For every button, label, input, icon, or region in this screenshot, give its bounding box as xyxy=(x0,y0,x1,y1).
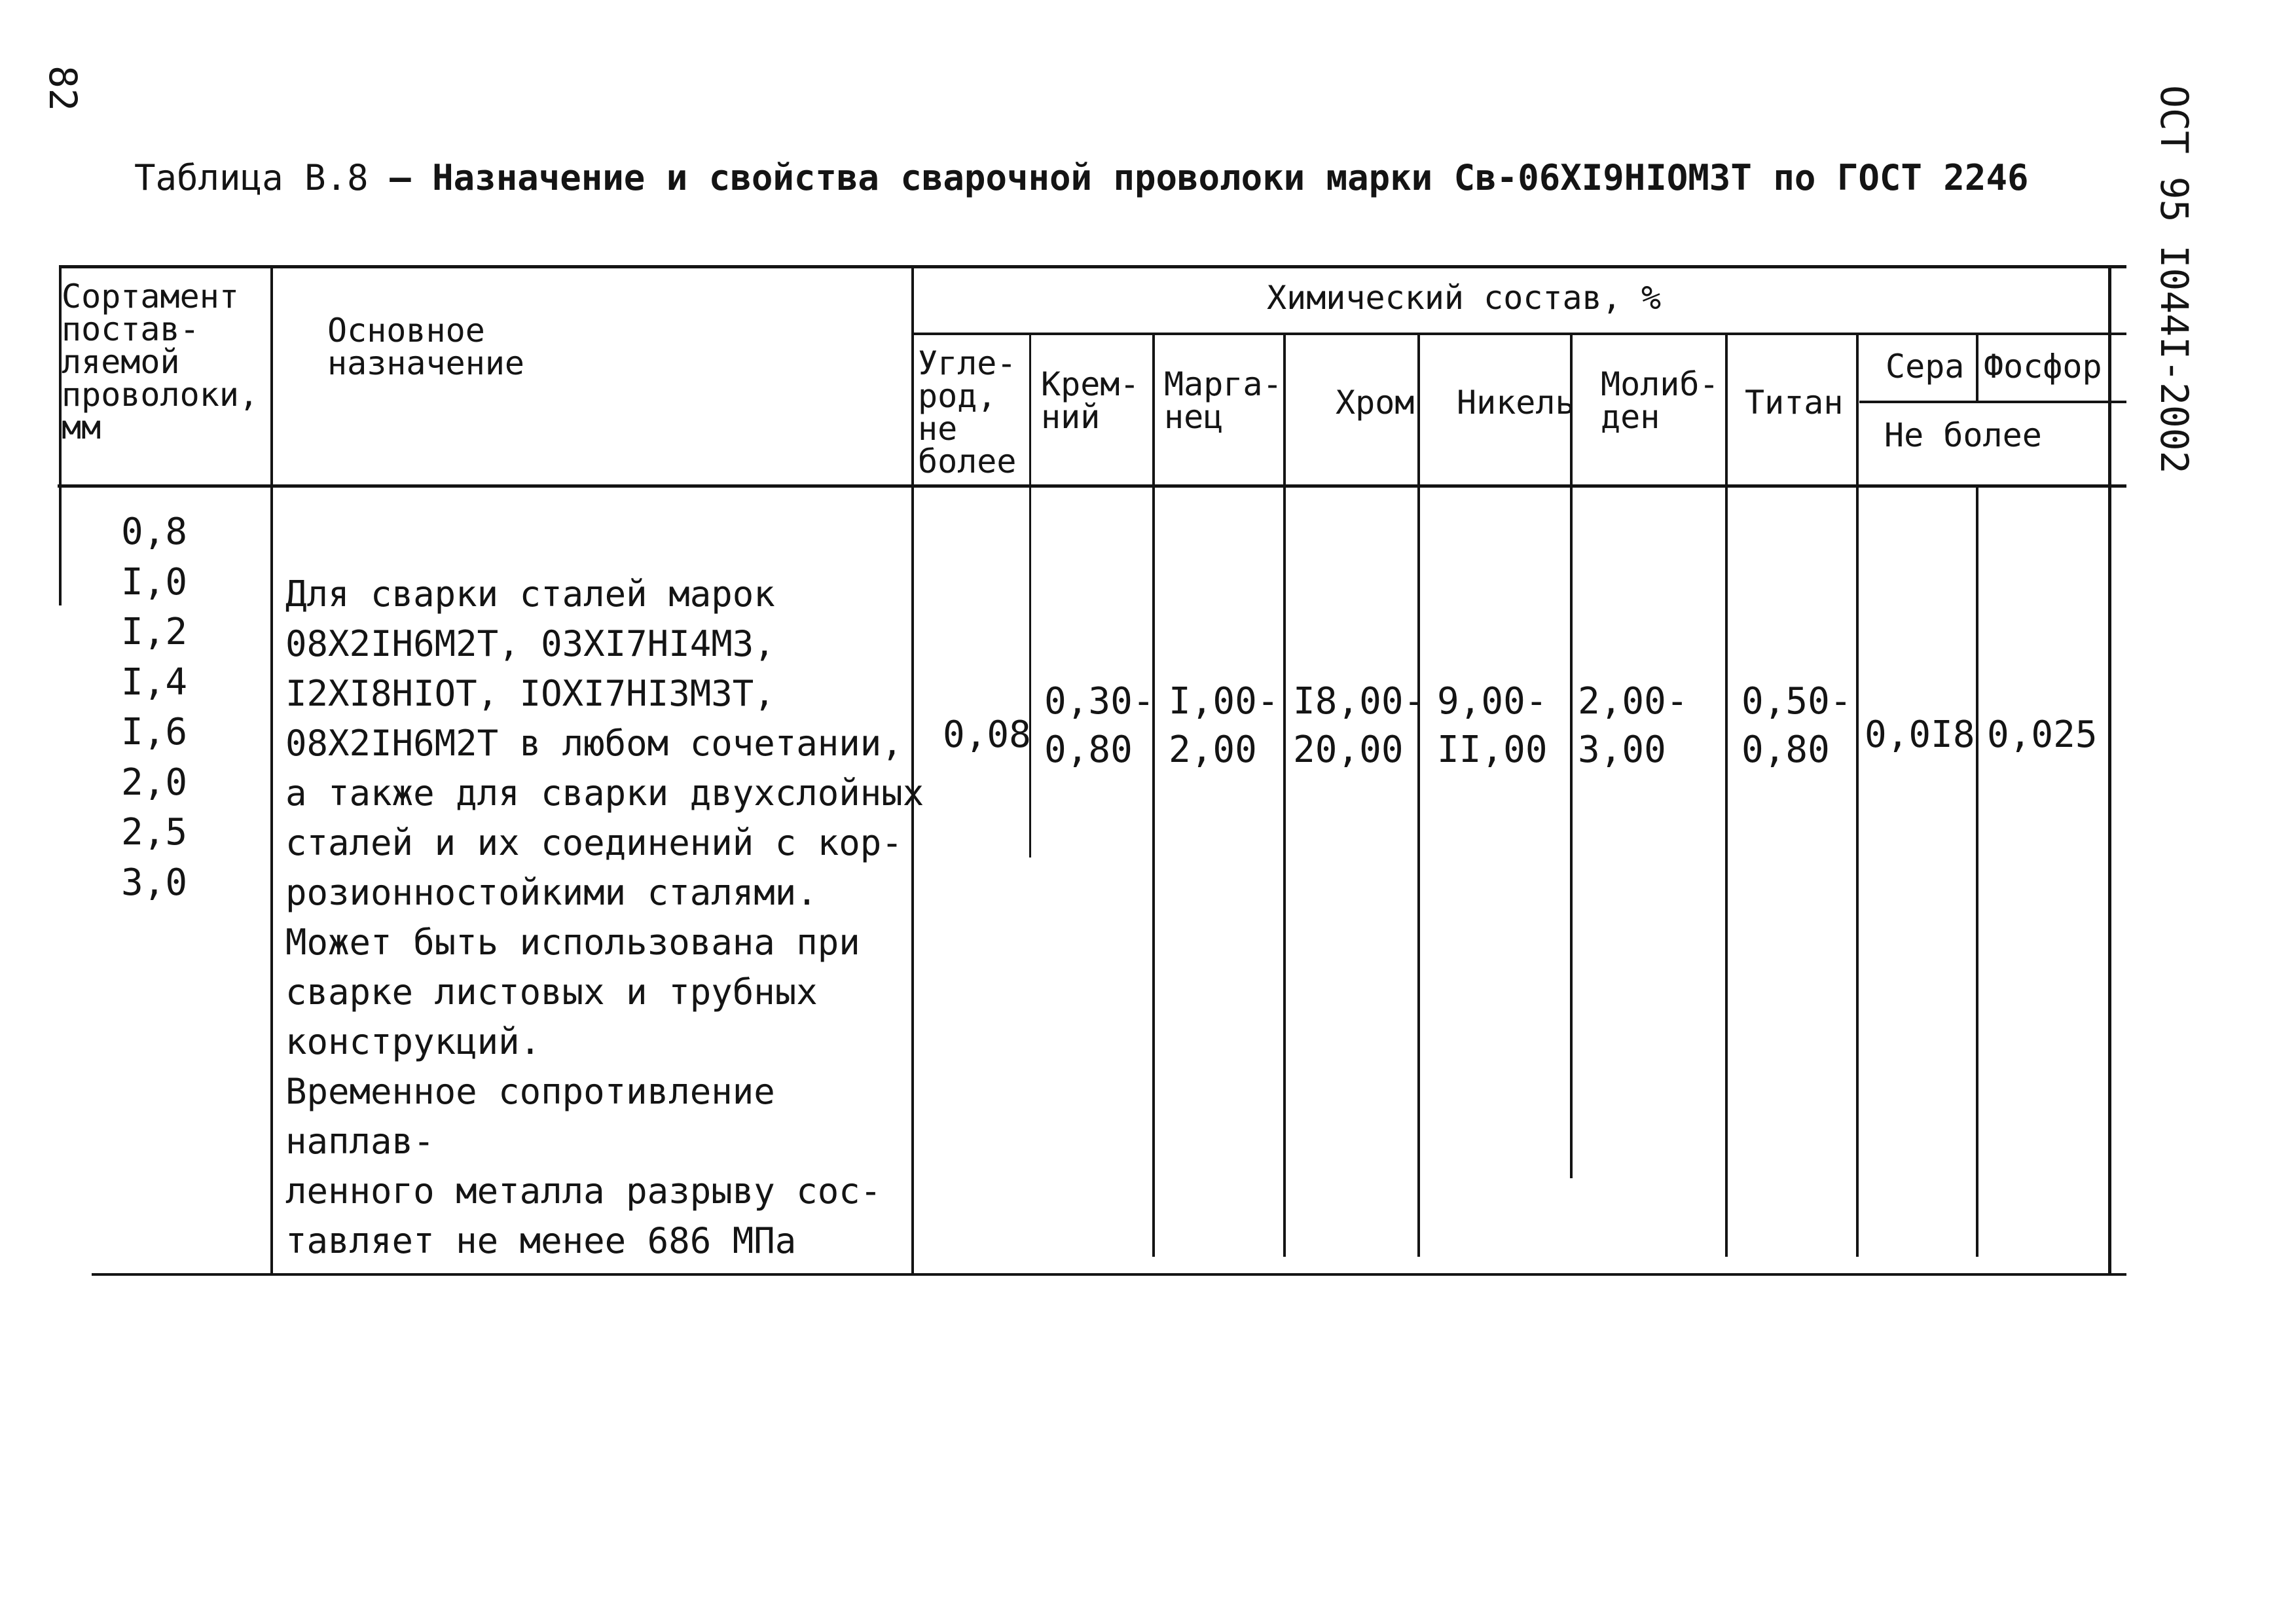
header-nickel: Никель xyxy=(1457,384,1575,422)
not-more-divider xyxy=(1859,401,2126,403)
purpose-paragraph: Для сварки сталей марок 08Х2IН6М2Т, 03ХI7НI4М3, I2ХI8НIОТ, IОХI7НI3М3Т, 08Х2IН6М2Т в любом сочетании, а также для сварки двухслойных сталей и их соединений с кор- розионностойкими сталями. xyxy=(285,573,924,913)
chem-group-divider xyxy=(913,333,2126,335)
table-bottom-border xyxy=(92,1273,2126,1276)
purpose-paragraph: Может быть использована при сварке листовых и трубных конструкций. xyxy=(285,922,860,1062)
header-chem-group: Химический состав, % xyxy=(1267,279,1662,317)
diameter-item: I,4 xyxy=(121,660,188,704)
header-not-more: Не более xyxy=(1884,416,2042,454)
table-top-border xyxy=(59,265,2126,268)
header-manganese: Марга-нец xyxy=(1164,365,1283,436)
col-divider-molybdenum xyxy=(1725,334,1728,1257)
header-silicon: Крем-ний xyxy=(1041,365,1140,436)
header-purpose: Основное назначение xyxy=(327,312,525,382)
diameter-item: I,2 xyxy=(121,611,188,653)
diameter-item: 2,5 xyxy=(121,811,188,854)
right-border xyxy=(2108,265,2111,1274)
value-carbon: 0,08 xyxy=(943,713,1031,756)
col-divider-manganese xyxy=(1283,334,1286,1257)
col-divider-silicon xyxy=(1152,334,1155,1257)
value-titanium: 0,50- 0,80 xyxy=(1741,680,1852,771)
table-caption-title: – Назначение и свойства сварочной проволоки марки Св-06ХI9НIОМЗТ по ГОСТ 2246 xyxy=(390,157,2029,198)
col-divider-assortment xyxy=(270,265,273,1273)
purpose-paragraph: Временное сопротивление наплав- ленного металла разрыву сос- тавляет не менее 686 МПа xyxy=(285,1071,882,1261)
value-manganese: I,00- 2,00 xyxy=(1169,680,1279,771)
diameter-item: 2,0 xyxy=(121,761,188,804)
page-number: 82 xyxy=(41,65,85,111)
col-divider-carbon xyxy=(1029,334,1031,857)
col-divider-nickel xyxy=(1570,334,1573,1178)
value-nickel: 9,00- II,00 xyxy=(1437,680,1548,771)
diameter-list xyxy=(121,507,187,908)
diameter-item: I,6 xyxy=(121,711,188,753)
value-chromium: I8,00- 20,00 xyxy=(1293,680,1426,771)
col-divider-sulfur xyxy=(1976,484,1978,1257)
value-silicon: 0,30- 0,80 xyxy=(1044,680,1155,771)
col-divider-titanium xyxy=(1856,334,1859,1257)
header-bottom-border xyxy=(58,484,2126,488)
col-divider-chromium xyxy=(1417,334,1420,1257)
header-molybdenum: Молиб-ден xyxy=(1601,365,1719,436)
header-assortment: Сортамент постав-ляемой проволоки, мм xyxy=(62,278,259,446)
table-caption xyxy=(134,157,2028,198)
purpose-text xyxy=(285,569,940,1266)
col-divider-sulfur-header xyxy=(1976,334,1978,402)
document-code: ОСТ 95 I044I-2002 xyxy=(2152,85,2196,474)
value-phosphorus: 0,025 xyxy=(1987,713,2098,756)
value-molybdenum: 2,00- 3,00 xyxy=(1578,680,1688,771)
header-sulfur: Сера xyxy=(1886,348,1965,386)
table-caption-label: Таблица В.8 xyxy=(134,157,369,198)
header-carbon: Угле-род, не более xyxy=(918,344,1017,480)
diameter-item: I,0 xyxy=(121,560,188,604)
header-phosphorus: Фосфор xyxy=(1984,348,2102,386)
header-titanium: Титан xyxy=(1745,384,1844,422)
diameter-item: 0,8 xyxy=(121,511,188,553)
diameter-item: 3,0 xyxy=(121,861,188,904)
value-sulfur: 0,0I8 xyxy=(1865,713,1975,756)
header-chromium: Хром xyxy=(1336,384,1415,422)
